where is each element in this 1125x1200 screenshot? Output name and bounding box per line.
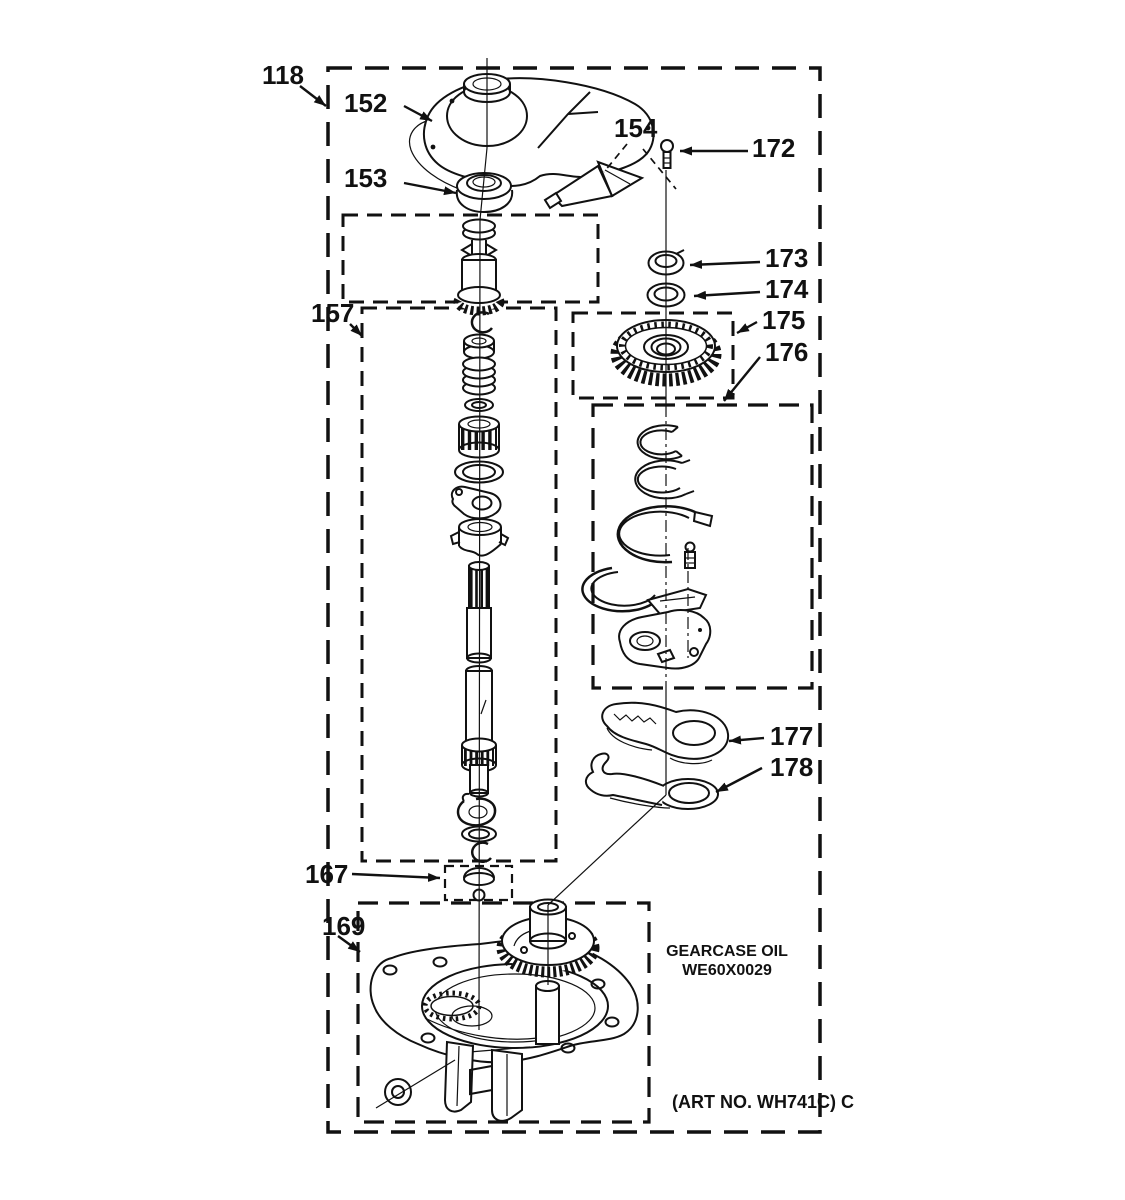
leader-167: [352, 874, 440, 878]
part-label-176: 176: [765, 337, 809, 367]
part-label-177: 177: [770, 721, 814, 751]
coil-spring: [463, 358, 495, 395]
part-label-152: 152: [344, 88, 388, 118]
part-label-178: 178: [770, 752, 814, 782]
split-ring: [635, 460, 694, 498]
cover-rim-dimple: [450, 99, 455, 104]
roller-bearing-cage: [459, 417, 499, 458]
art-number-note: (ART NO. WH741C) C: [672, 1092, 855, 1112]
part-label-157: 157: [311, 298, 355, 328]
leader-173: [690, 262, 760, 265]
part-label-174: 174: [765, 274, 809, 304]
center-post: [536, 981, 559, 1044]
grommet: [385, 1079, 411, 1105]
shift-lever-177: [602, 703, 728, 764]
retaining-clip: [472, 312, 492, 332]
gearcase-oil-note-line1: GEARCASE OIL: [666, 943, 788, 960]
cover-rim-dimple: [431, 145, 436, 150]
leader-175: [737, 322, 757, 333]
part-label-175: 175: [762, 305, 806, 335]
screw-172: [661, 140, 673, 168]
part-label-153: 153: [344, 163, 388, 193]
flat-washer-large: [455, 462, 503, 483]
leader-152: [404, 106, 432, 121]
parts-layer: [371, 74, 729, 1121]
brake-band-large: [618, 506, 712, 562]
shift-bracket-178: [586, 754, 718, 809]
gearcase-oil-note-line2: WE60X0029: [682, 962, 772, 979]
flat-washer-small: [465, 399, 493, 411]
leader-178: [716, 768, 762, 792]
part-label-118: 118: [262, 60, 304, 90]
brake-band-kit-176: [582, 425, 712, 668]
band-bolt: [685, 543, 695, 569]
part-label-167: 167: [305, 859, 349, 889]
retainer-ring: [638, 425, 682, 459]
leader-177: [729, 738, 764, 741]
spring-ring: [458, 794, 495, 825]
part-label-172: 172: [752, 133, 796, 163]
part-label-173: 173: [765, 243, 809, 273]
box-157-shaft-kit: [362, 308, 556, 861]
leader-174: [694, 292, 760, 296]
leader-176: [724, 357, 760, 401]
part-label-169: 169: [322, 911, 366, 941]
round-nut: [464, 335, 494, 359]
input-clutch-piece: [458, 220, 500, 312]
part-label-154: 154: [614, 113, 658, 143]
mounting-plate: [619, 610, 710, 669]
diagonal-axis-line: [548, 795, 666, 905]
c-clip: [472, 843, 491, 862]
